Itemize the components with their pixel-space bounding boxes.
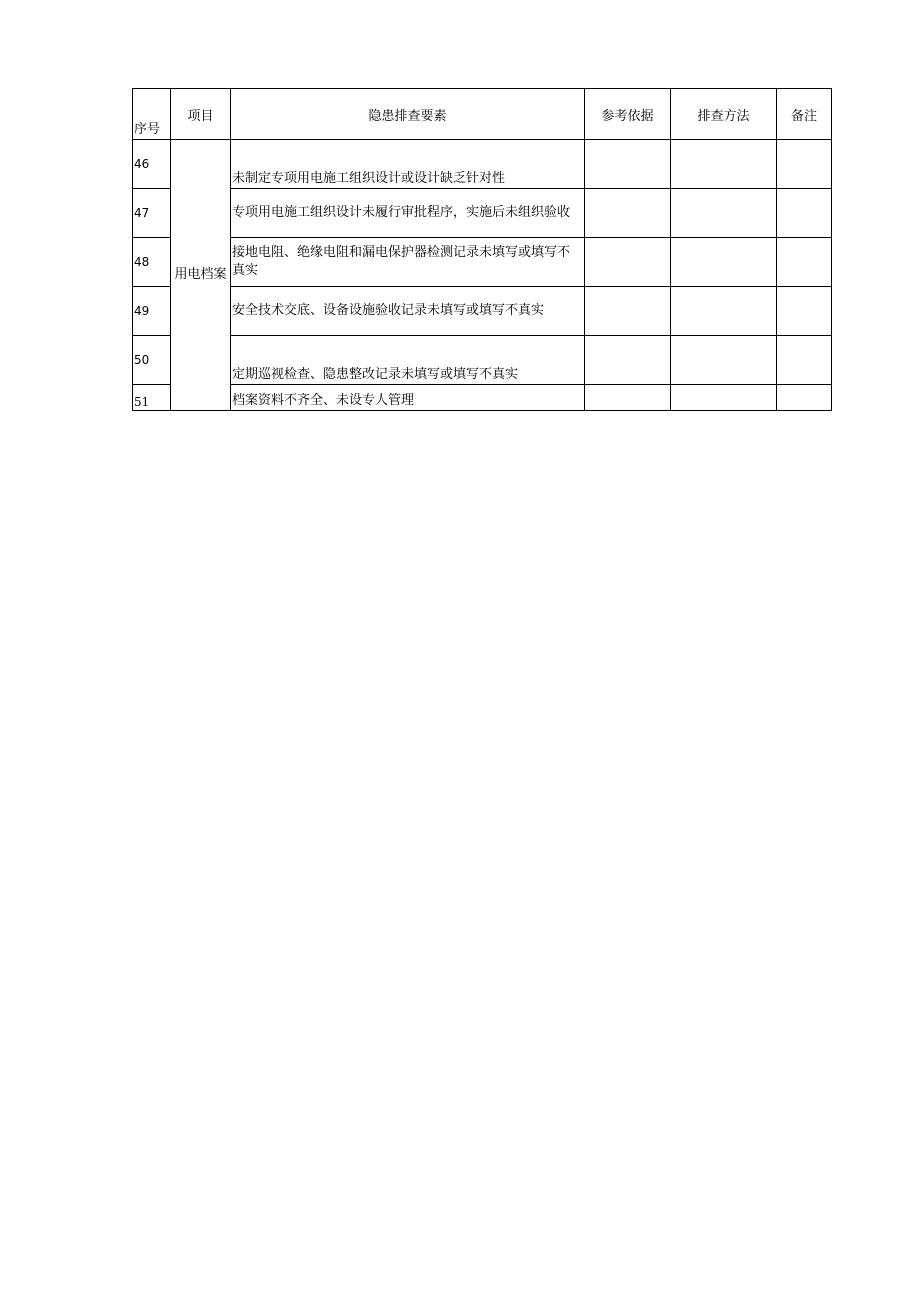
table-row (133, 189, 832, 238)
header-no: 序号 (133, 89, 171, 140)
table-row (133, 140, 832, 189)
hazard-element: 安全技术交底、设备设施验收记录未填写或填写不真实 (231, 287, 585, 336)
row-number: 51 (133, 385, 171, 411)
remarks-cell (777, 385, 832, 411)
header-item: 项目 (171, 89, 231, 140)
header-basis: 参考依据 (585, 89, 671, 140)
basis-cell (585, 140, 671, 189)
row-number: 49 (133, 287, 171, 336)
hazard-check-table (132, 88, 832, 411)
hazard-element: 档案资料不齐全、未设专人管理 (231, 385, 585, 411)
table-row (133, 287, 832, 336)
hazard-element: 定期巡视检查、隐患整改记录未填写或填写不真实 (231, 336, 585, 385)
remarks-cell (777, 189, 832, 238)
method-cell (671, 336, 777, 385)
header-row (133, 89, 832, 140)
basis-cell (585, 385, 671, 411)
method-cell (671, 385, 777, 411)
hazard-element: 接地电阻、绝缘电阻和漏电保护器检测记录未填写或填写不真实 (231, 238, 585, 287)
remarks-cell (777, 287, 832, 336)
header-method: 排查方法 (671, 89, 777, 140)
table-row (133, 385, 832, 411)
method-cell (671, 287, 777, 336)
table-row (133, 238, 832, 287)
hazard-element: 未制定专项用电施工组织设计或设计缺乏针对性 (231, 140, 585, 189)
basis-cell (585, 189, 671, 238)
category-cell: 用电档案 (171, 140, 231, 411)
method-cell (671, 189, 777, 238)
header-remarks: 备注 (777, 89, 832, 140)
table-row (133, 336, 832, 385)
method-cell (671, 140, 777, 189)
basis-cell (585, 336, 671, 385)
method-cell (671, 238, 777, 287)
basis-cell (585, 287, 671, 336)
remarks-cell (777, 336, 832, 385)
basis-cell (585, 238, 671, 287)
hazard-element: 专项用电施工组织设计未履行审批程序，实施后未组织验收 (231, 189, 585, 238)
header-elements: 隐患排查要素 (231, 89, 585, 140)
row-number: 50 (133, 336, 171, 385)
row-number: 48 (133, 238, 171, 287)
row-number: 47 (133, 189, 171, 238)
row-number: 46 (133, 140, 171, 189)
remarks-cell (777, 238, 832, 287)
remarks-cell (777, 140, 832, 189)
